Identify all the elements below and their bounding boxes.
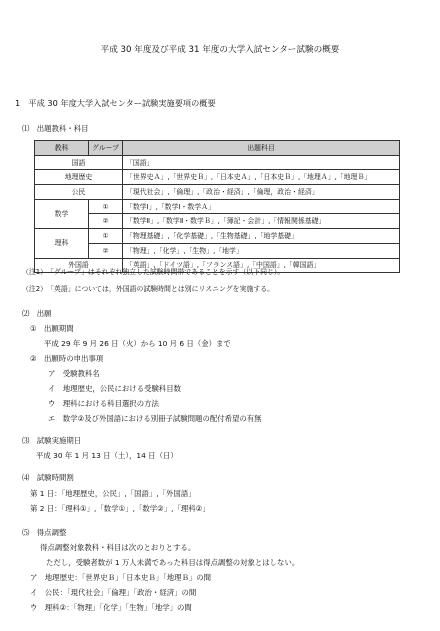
table-row: [35, 199, 400, 214]
list-item: イ 公民：「現代社会」「倫理」「政治・経済」の間: [30, 588, 197, 597]
score-adjustment-text: 得点調整対象教科・科目は次のとおりとする。: [40, 543, 196, 552]
subsection-1-heading: ⑴ 出題教科・科目: [22, 124, 89, 133]
group-cell: ②: [89, 214, 123, 229]
subject-cell: 外国語: [35, 258, 123, 273]
table-row: [35, 243, 400, 258]
table-row: [35, 155, 400, 170]
table-row: [35, 214, 400, 229]
schedule-day-2: 第 2 日：「理科①」,「数学①」,「数学②」,「理科②」: [30, 504, 210, 513]
subjects-table: [34, 140, 400, 273]
section-1-heading: 1 平成 30 年度大学入試センター試験実施要項の概要: [15, 98, 216, 108]
header-items: 出題科目: [123, 141, 400, 156]
subsection-4-heading: ⑷ 試験時間割: [22, 473, 74, 482]
table-row: [35, 170, 400, 185]
subject-cell: 国語: [35, 155, 123, 170]
items-cell: 「物理基礎」,「化学基礎」,「生物基礎」,「地学基礎」: [123, 229, 400, 244]
subsection-5-heading: ⑸ 得点調整: [22, 528, 67, 537]
list-item: ア 受験教科名: [48, 369, 100, 378]
items-cell: 「物理」,「化学」,「生物」,「地学」: [123, 243, 400, 258]
group-cell: ②: [89, 243, 123, 258]
note-1: （注1） 「グループ」はそれぞれ独立した試験時間帯であることを示す（以下同じ）。: [22, 268, 285, 276]
subject-cell: 理科: [35, 229, 89, 258]
list-item: ウ 理科②：「物理」「化学」「生物」「地学」の間: [30, 603, 192, 612]
table-row: [35, 185, 400, 200]
score-adjustment-condition: ただし，受験者数が 1 万人未満であった科目は得点調整の対象とはしない。: [46, 558, 300, 567]
group-cell: ①: [89, 199, 123, 214]
schedule-day-1: 第 1 日：「地理歴史，公民」,「国語」,「外国語」: [30, 489, 196, 498]
subject-cell: 地理歴史: [35, 170, 123, 185]
list-item: エ 数学②及び外国語における別冊子試験問題の配付希望の有無: [48, 414, 262, 423]
items-cell: 「数学Ⅱ」,「数学Ⅱ・数学Ｂ」,「簿記・会計」,「情報関係基礎」: [123, 214, 400, 229]
header-subject: 教科: [35, 141, 89, 156]
table-row: [35, 229, 400, 244]
items-cell: 「国語」: [123, 155, 400, 170]
items-cell: 「英語」,「ドイツ語」,「フランス語」,「中国語」,「韓国語」: [123, 258, 400, 273]
application-items-label: ② 出願時の申出事項: [30, 354, 104, 363]
application-period-label: ① 出願期間: [30, 324, 74, 333]
subject-cell: 公民: [35, 185, 123, 200]
items-cell: 「数学Ⅰ」,「数学Ⅰ・数学Ａ」: [123, 199, 400, 214]
document-title: 平成 30 年度及び平成 31 年度の大学入試センター試験の概要: [100, 45, 340, 55]
list-item: ウ 理科における科目選択の方法: [48, 399, 159, 408]
group-cell: ①: [89, 229, 123, 244]
exam-date: 平成 30 年 1 月 13 日（土），14 日（日）: [36, 451, 178, 460]
note-2: （注2） 「英語」については，外国語の試験時間とは別にリスニングを実施する。: [22, 285, 275, 293]
list-item: ア 地理歴史：「世界史Ｂ」「日本史Ｂ」「地理Ｂ」の間: [30, 573, 212, 582]
table-header-row: [35, 141, 400, 156]
subsection-3-heading: ⑶ 試験実施期日: [22, 436, 82, 445]
subject-cell: 数学: [35, 199, 89, 228]
header-group: グループ: [89, 141, 123, 156]
list-item: イ 地理歴史，公民における受験科目数: [48, 384, 182, 393]
items-cell: 「世界史Ａ」,「世界史Ｂ」,「日本史Ａ」,「日本史Ｂ」,「地理Ａ」,「地理Ｂ」: [123, 170, 400, 185]
application-period-value: 平成 29 年 9 月 26 日（火）から 10 月 6 日（金）まで: [44, 339, 231, 348]
subsection-2-heading: ⑵ 出願: [22, 309, 52, 318]
items-cell: 「現代社会」,「倫理」,「政治・経済」,「倫理，政治・経済」: [123, 185, 400, 200]
